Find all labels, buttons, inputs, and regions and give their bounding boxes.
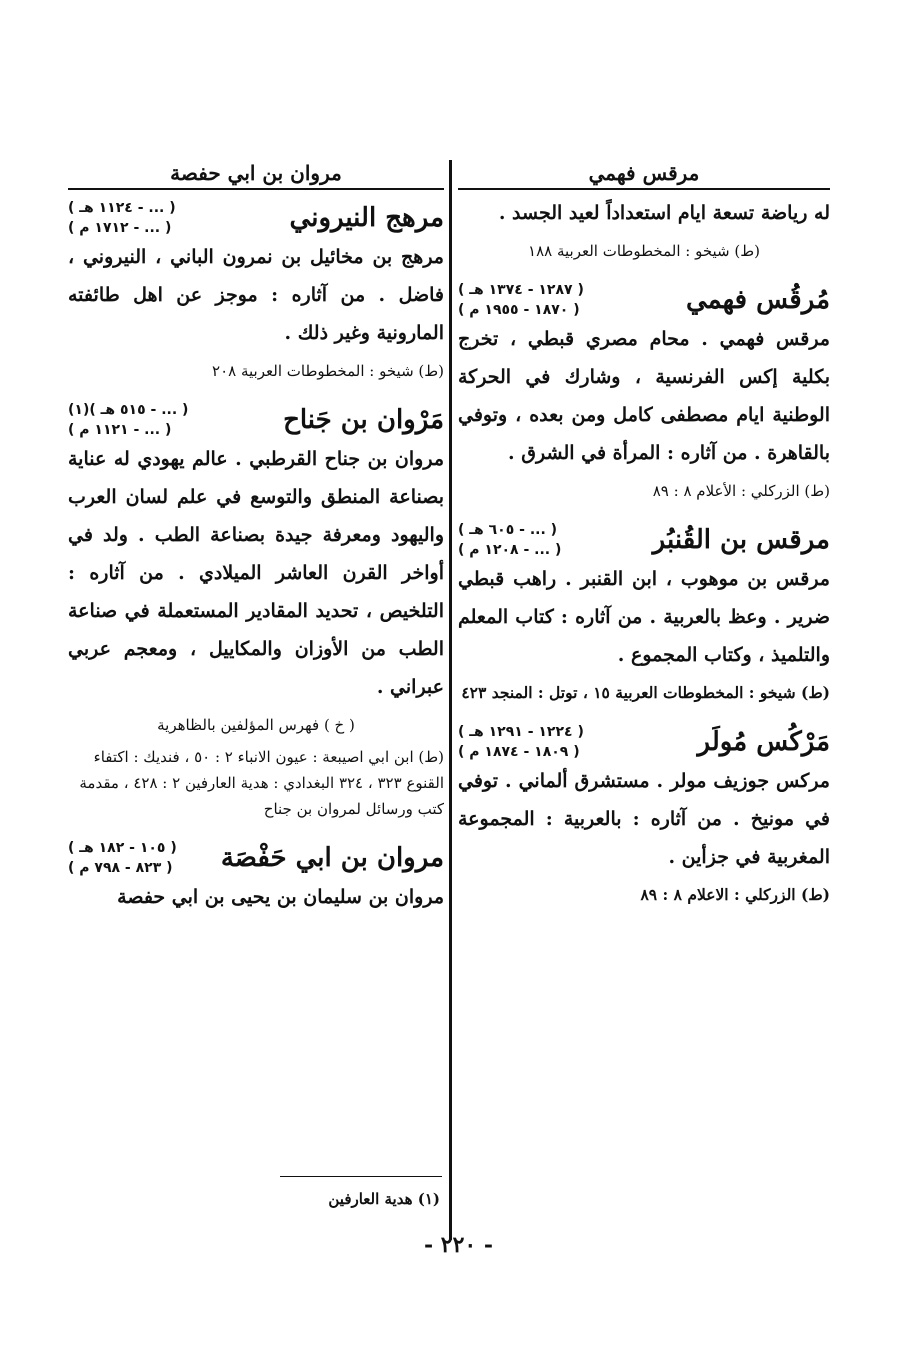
hijri-dates: ( ... - ١١٢٤ هـ ) — [68, 200, 176, 216]
entry-body: مروان بن جناح القرطبي . عالم يهودي له عناية بصناعة المنطق والتوسع في علم لسان العرب واليهود ومعرفة جيدة بصناعة الطب . ولد في أواخر القرن العاشر الميلادي . من آثاره : التلخيص ، تحديد المقادير المستعملة في صناعة الطب من الأوزان والمكاييل ، ومعجم عربي عبراني . — [68, 448, 444, 698]
page-number: - ٢٢٠ - — [423, 1232, 494, 1258]
entry-name: مرقس بن القُنبُر — [652, 525, 830, 555]
hijri-dates: ( ١٢٨٧ - ١٣٧٤ هـ ) — [458, 282, 584, 298]
right-column-header: مرقس فهمي — [458, 150, 830, 190]
gregorian-dates: ( ٨٢٣ - ٧٩٨ م ) — [68, 860, 173, 876]
hijri-dates: ( ١٠٥ - ١٨٢ هـ ) — [68, 840, 177, 856]
entry-header — [68, 198, 444, 238]
entry-dates — [458, 722, 584, 762]
entry-name: مَرْكُس مُولَر — [697, 727, 830, 757]
entry-name: مَرْوان بن جَناح — [283, 405, 444, 435]
footnote: (١) هدية العارفين — [328, 1190, 440, 1208]
entry-marwan-ibn-abi-hafsa — [68, 838, 444, 916]
entry-name: مروان بن ابي حَفْصَة — [220, 843, 444, 873]
left-column — [68, 150, 444, 916]
entry-body: مرهج بن مخائيل بن نمرون الباني ، النيروني ، فاضل . من آثاره : موجز عن اهل طائفته المارونية وغير ذلك . — [68, 246, 444, 344]
gregorian-dates: ( ... - ١٧١٢ م ) — [68, 220, 172, 236]
entry-ref: (ط) شيخو : المخطوطات العربية ٢٠٨ — [212, 362, 444, 380]
entry-body: مرقس بن موهوب ، ابن القنبر . راهب قبطي ضرير . وعظ بالعربية . من آثاره : كتاب المعلم والتلميذ ، وكتاب المجموع . — [458, 568, 830, 666]
entry-dates — [68, 838, 177, 878]
entry-header — [458, 520, 830, 560]
entry-ref: (ط) شيخو : المخطوطات العربية ١٥ ، توتل : المنجد ٤٢٣ — [461, 683, 830, 702]
footnote-rule — [280, 1176, 442, 1177]
entry-marwan-ibn-janah — [68, 400, 444, 822]
entry-dates — [68, 198, 176, 238]
hijri-dates: ( ... - ٦٠٥ هـ ) — [458, 522, 558, 538]
entry-body: مروان بن سليمان بن يحيى بن ابي حفصة — [117, 886, 444, 908]
entry-dates — [458, 280, 584, 320]
entry-name: مرهج النيروني — [289, 203, 444, 233]
gregorian-dates: ( ... - ١١٢١ م ) — [68, 422, 172, 438]
continuation-text: له رياضة تسعة ايام استعداداً لعيد الجسد . — [498, 202, 830, 224]
continuation-ref: (ط) شيخو : المخطوطات العربية ١٨٨ — [528, 242, 760, 260]
entry-marqus-ibn-alqunbur — [458, 520, 830, 706]
entry-body: مرقس فهمي . محام مصري قبطي ، تخرج بكلية إكس الفرنسية ، وشارك في الحركة الوطنية ايام مصطفى كامل ومن بعده ، وتوفي بالقاهرة . من آثاره : المرأة في الشرق . — [458, 328, 830, 464]
entry-header — [68, 838, 444, 878]
column-divider — [449, 160, 452, 1240]
gregorian-dates: ( ١٨٧٠ - ١٩٥٥ م ) — [458, 302, 580, 318]
right-column — [458, 150, 830, 908]
entry-marqus-fahmi — [458, 280, 830, 504]
entry-name: مُرقُس فهمي — [685, 285, 830, 315]
entry-ref: (ط) الزركلي : الأعلام ٨ : ٨٩ — [652, 482, 830, 500]
entry-markus-muller — [458, 722, 830, 908]
entry-ref: (ط) ابن ابي اصيبعة : عيون الانباء ٢ : ٥٠ ، فنديك : اكتفاء القنوع ٣٢٣ ، ٣٢٤ البغدادي : هدية العارفين ٢ : ٤٢٨ ، مقدمة كتب ورسائل لمروان بن جناح — [79, 748, 444, 818]
entry-ref: (ط) الزركلي : الاعلام ٨ : ٨٩ — [640, 885, 830, 904]
left-column-header: مروان بن ابي حفصة — [68, 150, 444, 190]
entry-ref: ( خ ) فهرس المؤلفين بالظاهرية — [157, 716, 355, 734]
gregorian-dates: ( ١٨٠٩ - ١٨٧٤ م ) — [458, 744, 580, 760]
hijri-dates: ( ... - ٥١٥ هـ )(١) — [68, 402, 189, 418]
hijri-dates: ( ١٢٢٤ - ١٢٩١ هـ ) — [458, 724, 584, 740]
gregorian-dates: ( ... - ١٢٠٨ م ) — [458, 542, 562, 558]
entry-header — [458, 280, 830, 320]
entry-dates — [68, 400, 188, 440]
entry-header — [68, 400, 444, 440]
entry-header — [458, 722, 830, 762]
entry-body: مركس جوزيف مولر . مستشرق ألماني . توفي في مونيخ . من آثاره : بالعربية : المجموعة المغربية في جزأين . — [458, 770, 830, 868]
entry-marhaj-alnayruni — [68, 198, 444, 384]
entry-dates — [458, 520, 561, 560]
